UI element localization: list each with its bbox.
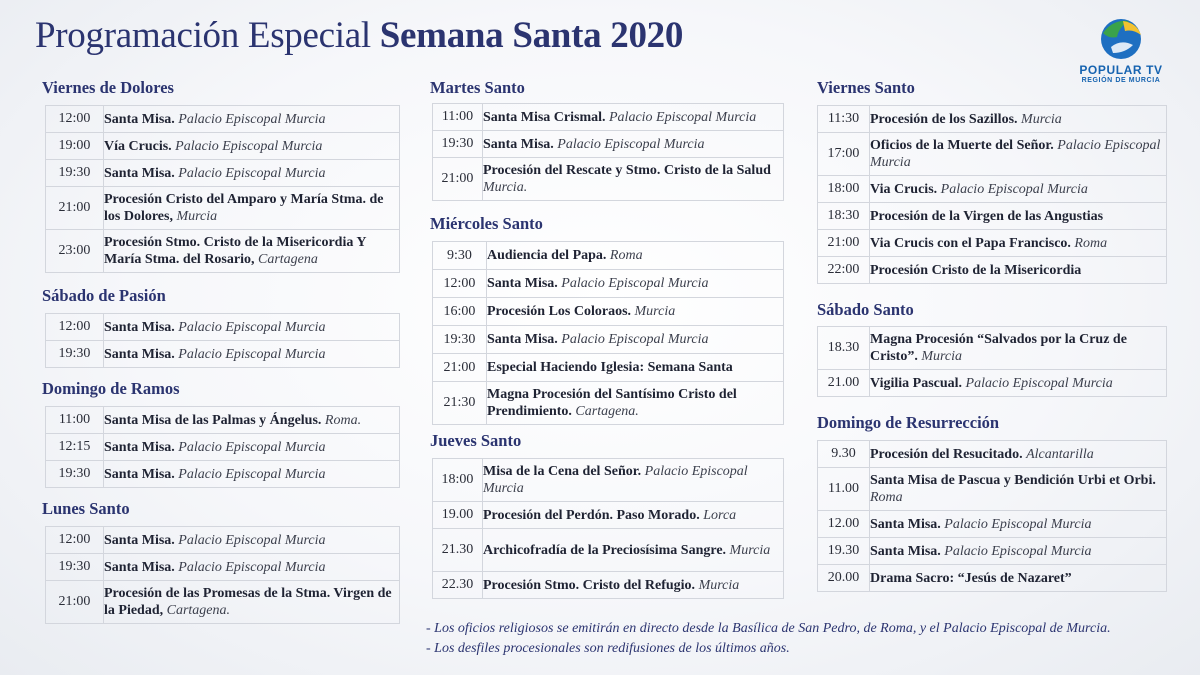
table-row xyxy=(46,407,400,434)
event-place: Murcia xyxy=(176,209,218,224)
day-sabado-de-pasion xyxy=(42,286,166,306)
table-row xyxy=(433,158,784,201)
event-title: Via Crucis con el Papa Francisco. xyxy=(870,235,1071,251)
day-domingo-de-ramos xyxy=(42,379,180,399)
event-title: Procesión del Perdón. Paso Morado. xyxy=(483,507,700,523)
table-row xyxy=(433,459,784,502)
event-time: 12:00 xyxy=(46,106,104,133)
day-sabado-santo xyxy=(817,300,914,320)
event-place: Palacio Episcopal Murcia xyxy=(944,543,1092,559)
event-title: Magna Procesión “Salvados por la Cruz de Cristo”. xyxy=(870,332,1127,364)
event-time: 18:30 xyxy=(818,203,870,230)
logo-line2: REGIÓN DE MURCIA xyxy=(1081,77,1161,84)
event-time: 19:30 xyxy=(433,131,483,158)
event-time: 9.30 xyxy=(818,441,870,468)
event-place: Alcantarilla xyxy=(1026,446,1094,462)
table-row xyxy=(818,230,1167,257)
event-title: Procesión Cristo del Amparo y María Stma. de los Dolores, xyxy=(104,192,384,224)
schedule-table xyxy=(45,313,400,368)
event-place: Lorca xyxy=(703,507,737,523)
event-desc xyxy=(487,298,784,326)
event-desc xyxy=(483,572,784,599)
page-title xyxy=(35,14,683,57)
event-title: Procesión del Resucitado. xyxy=(870,446,1023,462)
day-heading: Jueves Santo xyxy=(430,431,522,450)
table-row xyxy=(818,468,1167,511)
event-desc xyxy=(104,407,400,434)
event-title: Santa Misa de Pascua y Bendición Urbi et Orbi. xyxy=(870,473,1156,488)
event-desc xyxy=(104,461,400,488)
event-title: Santa Misa. xyxy=(104,532,175,548)
event-desc xyxy=(870,441,1167,468)
day-jueves-santo xyxy=(430,431,521,451)
event-time: 19:00 xyxy=(46,133,104,160)
table-row xyxy=(46,554,400,581)
event-title: Via Crucis. xyxy=(870,181,938,197)
footnotes xyxy=(426,619,1111,659)
day-heading: Domingo de Resurrección xyxy=(817,413,1000,432)
schedule-table xyxy=(45,406,400,488)
footnote: - Los desfiles procesionales son redifusiones de los últimos años. xyxy=(426,641,790,656)
event-place: Cartagena. xyxy=(575,404,639,419)
event-title: Santa Misa. xyxy=(870,516,941,532)
day-heading: Lunes Santo xyxy=(42,499,130,518)
schedule-table xyxy=(817,440,1167,592)
event-desc xyxy=(104,133,400,160)
table-row xyxy=(46,160,400,187)
event-place: Palacio Episcopal Murcia xyxy=(557,136,705,152)
event-place: Palacio Episcopal Murcia xyxy=(870,138,1161,170)
event-title: Drama Sacro: “Jesús de Nazaret” xyxy=(870,570,1072,586)
event-title: Especial Haciendo Iglesia: Semana Santa xyxy=(487,360,733,375)
event-time: 11.00 xyxy=(818,468,870,511)
day-heading: Sábado de Pasión xyxy=(42,286,166,305)
event-time: 21:00 xyxy=(818,230,870,257)
event-desc xyxy=(870,176,1167,203)
event-time: 12:00 xyxy=(433,270,487,298)
table-row xyxy=(818,511,1167,538)
event-place: Palacio Episcopal Murcia xyxy=(940,181,1088,197)
event-title: Misa de la Cena del Señor. xyxy=(483,464,642,479)
event-desc xyxy=(487,382,784,425)
event-title: Santa Misa. xyxy=(104,559,175,575)
event-desc xyxy=(104,434,400,461)
table-row xyxy=(433,354,784,382)
event-time: 9:30 xyxy=(433,242,487,270)
event-time: 21:30 xyxy=(433,382,487,425)
event-place: Palacio Episcopal Murcia xyxy=(178,532,326,548)
event-time: 19.30 xyxy=(818,538,870,565)
event-desc xyxy=(104,106,400,133)
event-place: Palacio Episcopal Murcia xyxy=(178,111,326,127)
event-place: Roma. xyxy=(324,412,362,428)
day-heading: Viernes de Dolores xyxy=(42,78,174,97)
event-place: Murcia xyxy=(729,542,771,558)
event-desc xyxy=(487,354,784,382)
table-row xyxy=(46,314,400,341)
event-time: 12.00 xyxy=(818,511,870,538)
event-desc xyxy=(870,230,1167,257)
day-heading: Viernes Santo xyxy=(817,78,915,97)
event-place: Roma xyxy=(870,490,903,505)
event-title: Santa Misa. xyxy=(104,466,175,482)
event-title: Procesión Cristo de la Misericordia xyxy=(870,262,1082,278)
table-row xyxy=(818,106,1167,133)
event-desc xyxy=(487,242,784,270)
table-row xyxy=(46,187,400,230)
event-title: Procesión Stmo. Cristo del Refugio. xyxy=(483,577,696,593)
event-title: Santa Misa. xyxy=(104,165,175,181)
table-row xyxy=(433,326,784,354)
event-desc xyxy=(870,370,1167,397)
event-title: Procesión del Rescate y Stmo. Cristo de la Salud xyxy=(483,163,771,178)
table-row xyxy=(433,104,784,131)
event-time: 21.30 xyxy=(433,529,483,572)
table-row xyxy=(433,572,784,599)
table-row xyxy=(46,527,400,554)
event-desc xyxy=(870,565,1167,592)
day-heading: Miércoles Santo xyxy=(430,214,543,233)
event-time: 18:00 xyxy=(433,459,483,502)
event-desc xyxy=(104,187,400,230)
event-time: 21:00 xyxy=(46,187,104,230)
event-desc xyxy=(104,160,400,187)
schedule-table xyxy=(45,105,400,273)
event-place: Palacio Episcopal Murcia xyxy=(178,346,326,362)
event-place: Palacio Episcopal Murcia xyxy=(178,466,326,482)
event-time: 20.00 xyxy=(818,565,870,592)
day-miercoles-santo xyxy=(430,214,543,234)
event-desc xyxy=(483,459,784,502)
event-place: Palacio Episcopal Murcia xyxy=(178,165,326,181)
event-place: Palacio Episcopal Murcia xyxy=(561,332,709,347)
event-title: Santa Misa. xyxy=(104,111,175,127)
event-time: 12:00 xyxy=(46,314,104,341)
event-place: Cartagena. xyxy=(166,603,231,618)
event-desc xyxy=(487,270,784,298)
popular-tv-logo xyxy=(1078,17,1164,84)
event-time: 21.00 xyxy=(818,370,870,397)
event-time: 19:30 xyxy=(46,160,104,187)
title-normal: Programación Especial xyxy=(35,15,371,56)
event-title: Procesión Stmo. Cristo de la Misericordia Y María Stma. del Rosario, xyxy=(104,235,366,267)
event-desc xyxy=(870,538,1167,565)
title-bold: Semana Santa 2020 xyxy=(379,15,684,56)
table-row xyxy=(46,230,400,273)
day-martes-santo xyxy=(430,78,525,98)
event-title: Procesión de las Promesas de la Stma. Virgen de la Piedad, xyxy=(104,586,392,618)
event-place: Murcia xyxy=(698,577,740,593)
event-place: Palacio Episcopal Murcia xyxy=(483,464,748,496)
event-place: Murcia xyxy=(634,304,676,319)
table-row xyxy=(46,581,400,624)
event-place: Murcia xyxy=(921,349,963,364)
table-row xyxy=(46,434,400,461)
event-place: Palacio Episcopal Murcia xyxy=(561,276,709,291)
event-title: Santa Misa Crismal. xyxy=(483,109,606,125)
event-desc xyxy=(483,158,784,201)
event-place: Murcia xyxy=(1021,111,1062,127)
logo-globe-icon xyxy=(1099,17,1143,61)
logo-line1: POPULAR TV xyxy=(1079,63,1163,77)
event-title: Vigilia Pascual. xyxy=(870,375,963,391)
event-desc xyxy=(104,314,400,341)
event-title: Procesión de la Virgen de las Angustias xyxy=(870,208,1104,224)
day-heading: Sábado Santo xyxy=(817,300,914,319)
event-time: 12:15 xyxy=(46,434,104,461)
event-title: Santa Misa. xyxy=(104,346,175,362)
event-time: 11:30 xyxy=(818,106,870,133)
event-time: 23:00 xyxy=(46,230,104,273)
schedule-table xyxy=(432,103,784,201)
event-time: 17:00 xyxy=(818,133,870,176)
event-title: Vía Crucis. xyxy=(104,138,172,154)
event-time: 19:30 xyxy=(46,461,104,488)
event-time: 11:00 xyxy=(433,104,483,131)
event-place: Roma xyxy=(609,248,643,263)
event-place: Murcia. xyxy=(483,180,528,195)
event-time: 11:00 xyxy=(46,407,104,434)
event-desc xyxy=(870,511,1167,538)
table-row xyxy=(818,176,1167,203)
event-desc xyxy=(483,104,784,131)
table-row xyxy=(46,133,400,160)
footnote: - Los oficios religiosos se emitirán en directo desde la Basílica de San Pedro, de Roma, y el Palacio Episcopal de Murcia. xyxy=(426,621,1111,636)
table-row xyxy=(818,133,1167,176)
event-title: Archicofradía de la Preciosísima Sangre. xyxy=(483,542,727,558)
event-place: Palacio Episcopal Murcia xyxy=(965,375,1113,391)
table-row xyxy=(433,529,784,572)
event-time: 21:00 xyxy=(46,581,104,624)
event-desc xyxy=(483,529,784,572)
event-desc xyxy=(870,257,1167,284)
event-time: 16:00 xyxy=(433,298,487,326)
event-place: Roma xyxy=(1074,235,1108,251)
event-time: 19:30 xyxy=(433,326,487,354)
table-row xyxy=(818,441,1167,468)
day-domingo-de-resurreccion xyxy=(817,413,999,433)
event-place: Palacio Episcopal Murcia xyxy=(178,559,326,575)
event-title: Oficios de la Muerte del Señor. xyxy=(870,138,1054,153)
event-time: 12:00 xyxy=(46,527,104,554)
event-title: Santa Misa. xyxy=(870,543,941,559)
table-row xyxy=(433,242,784,270)
table-row xyxy=(433,298,784,326)
event-title: Procesión de los Sazillos. xyxy=(870,111,1018,127)
event-time: 21:00 xyxy=(433,354,487,382)
day-lunes-santo xyxy=(42,499,130,519)
table-row xyxy=(46,461,400,488)
event-desc xyxy=(104,581,400,624)
table-row xyxy=(433,502,784,529)
event-place: Palacio Episcopal Murcia xyxy=(944,516,1092,532)
event-desc xyxy=(104,341,400,368)
event-place: Palacio Episcopal Murcia xyxy=(175,138,323,154)
table-row xyxy=(46,106,400,133)
event-desc xyxy=(483,502,784,529)
event-place: Palacio Episcopal Murcia xyxy=(609,109,757,125)
event-time: 18.30 xyxy=(818,327,870,370)
event-time: 19:30 xyxy=(46,341,104,368)
event-title: Santa Misa de las Palmas y Ángelus. xyxy=(104,412,322,428)
schedule-table xyxy=(432,241,784,425)
event-place: Palacio Episcopal Murcia xyxy=(178,319,326,335)
day-viernes-santo xyxy=(817,78,915,98)
event-desc xyxy=(487,326,784,354)
event-desc xyxy=(870,327,1167,370)
event-title: Santa Misa. xyxy=(487,332,558,347)
event-time: 18:00 xyxy=(818,176,870,203)
event-desc xyxy=(104,230,400,273)
table-row xyxy=(818,538,1167,565)
day-viernes-de-dolores xyxy=(42,78,174,98)
table-row xyxy=(818,257,1167,284)
schedule-table xyxy=(817,105,1167,284)
table-row xyxy=(818,203,1167,230)
event-title: Santa Misa. xyxy=(104,439,175,455)
event-time: 22:00 xyxy=(818,257,870,284)
event-desc xyxy=(870,468,1167,511)
schedule-table xyxy=(45,526,400,624)
event-title: Santa Misa. xyxy=(487,276,558,291)
day-heading: Martes Santo xyxy=(430,78,525,97)
event-place: Cartagena xyxy=(257,252,318,267)
event-time: 19:30 xyxy=(46,554,104,581)
table-row xyxy=(818,370,1167,397)
schedule-table xyxy=(817,326,1167,397)
event-desc xyxy=(104,527,400,554)
table-row xyxy=(818,327,1167,370)
table-row xyxy=(433,131,784,158)
event-desc xyxy=(483,131,784,158)
event-title: Audiencia del Papa. xyxy=(487,248,607,263)
event-time: 22.30 xyxy=(433,572,483,599)
table-row xyxy=(46,341,400,368)
schedule-table xyxy=(432,458,784,599)
event-title: Procesión Los Coloraos. xyxy=(487,304,632,319)
event-desc xyxy=(870,133,1167,176)
table-row xyxy=(433,382,784,425)
event-title: Santa Misa. xyxy=(483,136,554,152)
event-desc xyxy=(104,554,400,581)
event-time: 21:00 xyxy=(433,158,483,201)
event-title: Santa Misa. xyxy=(104,319,175,335)
event-place: Palacio Episcopal Murcia xyxy=(178,439,326,455)
table-row xyxy=(433,270,784,298)
event-title: Magna Procesión del Santísimo Cristo del Prendimiento. xyxy=(487,387,737,419)
event-desc xyxy=(870,203,1167,230)
event-desc xyxy=(870,106,1167,133)
event-time: 19.00 xyxy=(433,502,483,529)
day-heading: Domingo de Ramos xyxy=(42,379,180,398)
table-row xyxy=(818,565,1167,592)
